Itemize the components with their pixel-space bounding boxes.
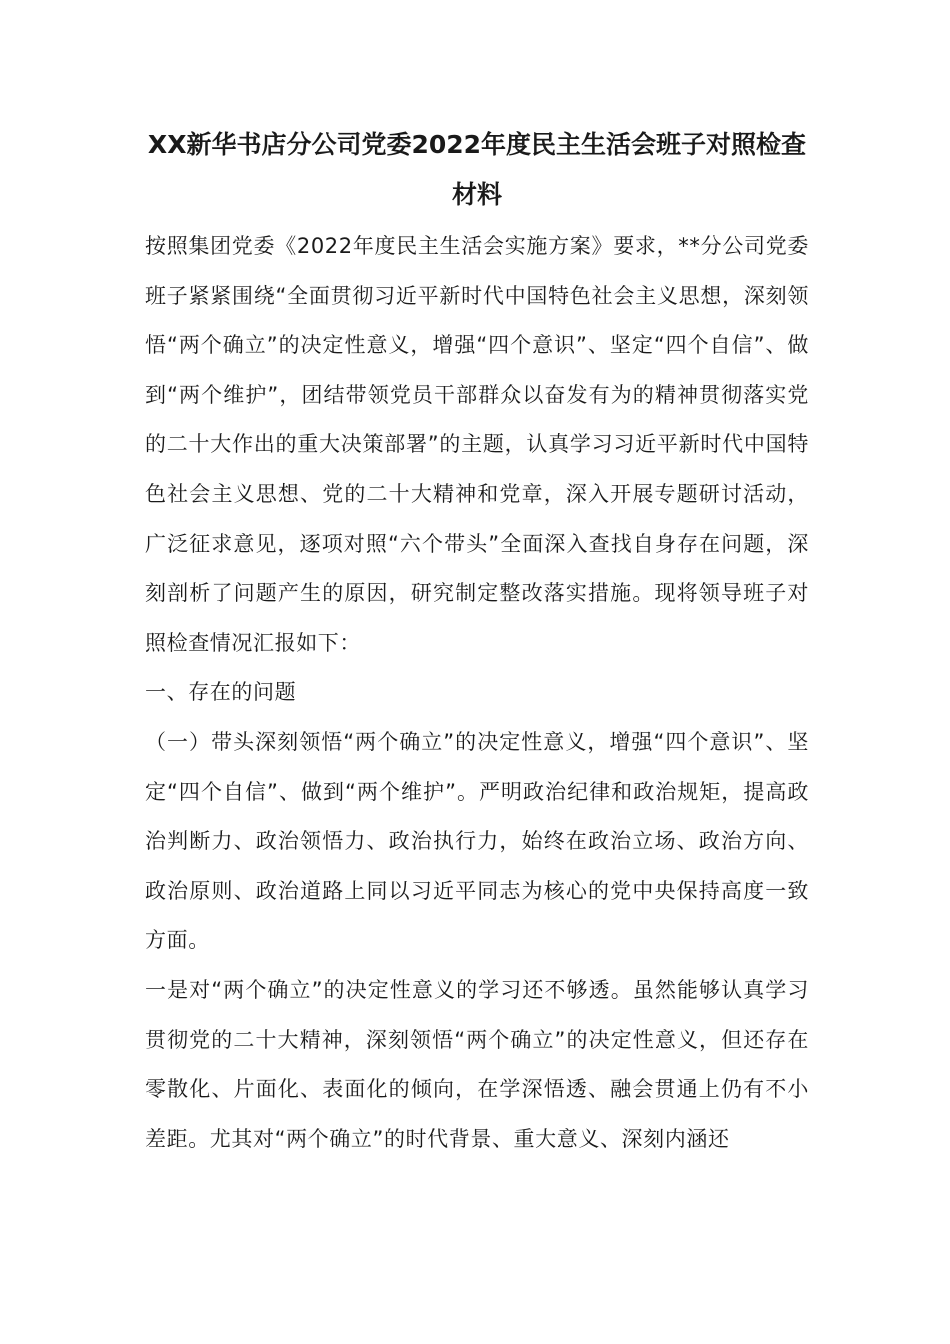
intro-paragraph: 按照集团党委《2022年度民主生活会实施方案》要求，**分公司党委班子紧紧围绕“全面贯彻习近平新时代中国特色社会主义思想，深刻领悟“两个确立”的决定性意义，增强“四个意识”、坚定“四个自信”、做到“两个维护”，团结带领党员干部群众以奋发有为的精神贯彻落实党的二十大作出的重大决策部署”的主题，认真学习习近平新时代中国特色社会主义思想、党的二十大精神和党章，深入开展专题研讨活动，广泛征求意见，逐项对照“六个带头”全面深入查找自身存在问题，深刻剖析了问题产生的原因，研究制定整改落实措施。现将领导班子对照检查情况汇报如下： <box>145 234 809 655</box>
subsection-paragraph: （一）带头深刻领悟“两个确立”的决定性意义，增强“四个意识”、坚定“四个自信”、做到“两个维护”。严明政治纪律和政治规矩，提高政治判断力、政治领悟力、政治执行力，始终在政治立场、政治方向、政治原则、政治道路上同以习近平同志为核心的党中央保持高度一致方面。 <box>145 729 809 953</box>
point-one-paragraph: 一是对“两个确立”的决定性意义的学习还不够透。虽然能够认真学习贯彻党的二十大精神，深刻领悟“两个确立”的决定性意义，但还存在零散化、片面化、表面化的倾向，在学深悟透、融会贯通上仍有不小差距。尤其对“两个确立”的时代背景、重大意义、深刻内涵还 <box>145 977 809 1151</box>
document-page <box>145 120 809 1164</box>
document-title: XX新华书店分公司党委2022年度民主生活会班子对照检查材料 <box>147 130 807 209</box>
section-heading: 一、存在的问题 <box>145 680 297 705</box>
